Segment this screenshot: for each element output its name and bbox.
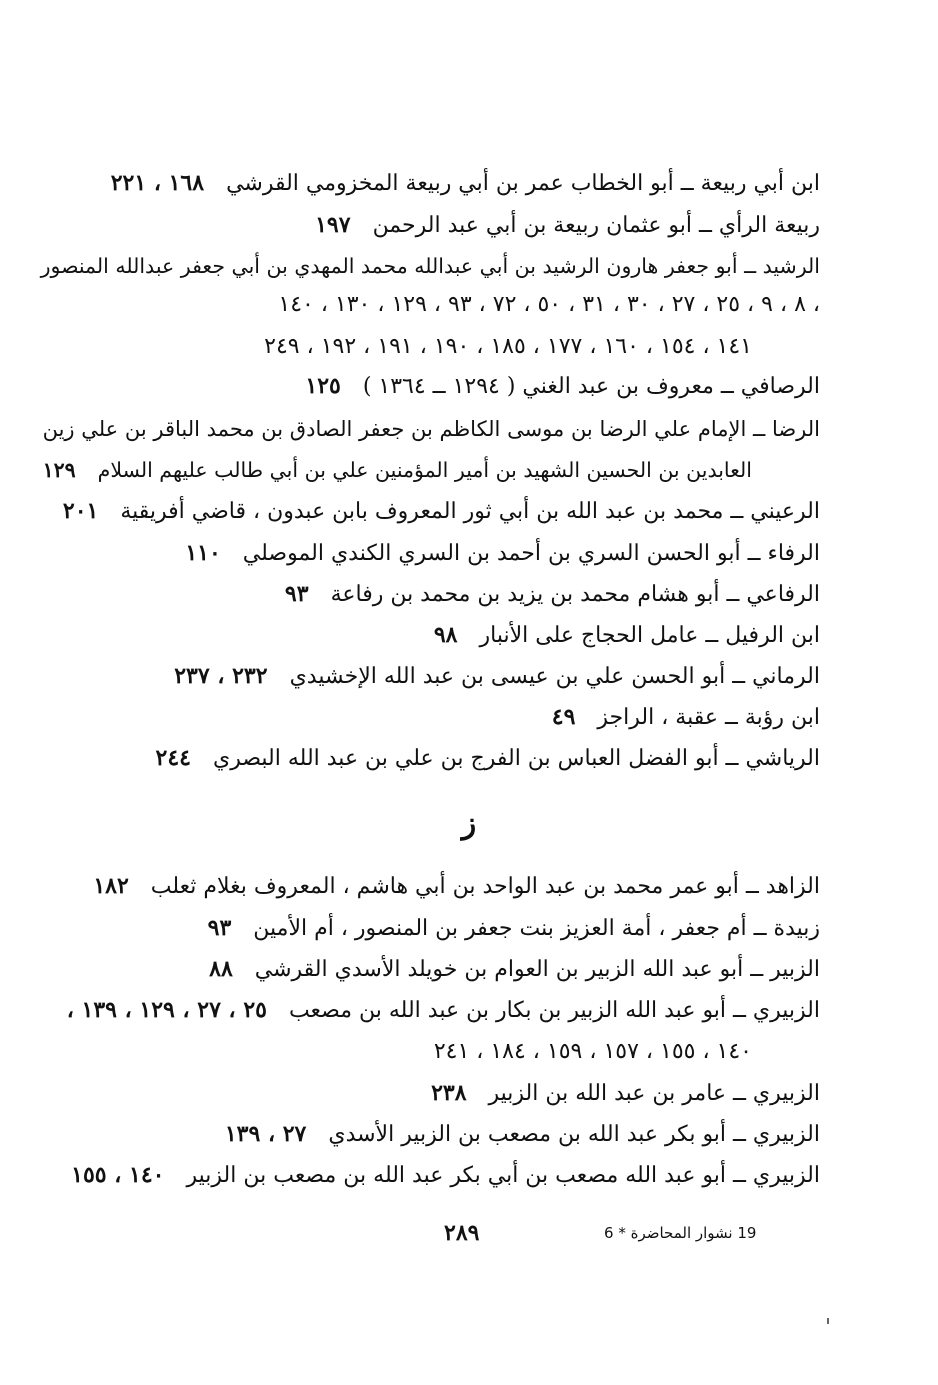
- entry-name: ابن رؤبة ــ عقبة ، الراجز: [597, 705, 820, 730]
- entry-pages: ٨٨: [209, 956, 233, 982]
- index-entry: [63, 496, 820, 527]
- entry-pages: ٩٣: [207, 915, 232, 941]
- entry-name: الزبير ــ أبو عبد الله الزبير بن العوام بن خويلد الأسدي القرشي: [254, 957, 820, 982]
- entry-name: الرياشي ــ أبو الفضل العباس بن الفرج بن علي بن عبد الله البصري: [212, 746, 820, 771]
- index-entry: [67, 995, 820, 1026]
- index-entry: [174, 661, 820, 692]
- entry-name: ابن الرفيل ــ عامل الحجاج على الأنبار: [479, 623, 820, 648]
- entry-name: الرضا ــ الإمام علي الرضا بن موسى الكاظم بن جعفر الصادق بن محمد الباقر بن علي زين: [42, 417, 820, 441]
- index-entry: [208, 913, 820, 944]
- entry-name: العابدين بن الحسين الشهيد بن أمير المؤمنين علي بن أبي طالب عليهم السلام: [97, 458, 752, 482]
- index-entry: [93, 871, 820, 902]
- entry-name: ابن أبي ربيعة ــ أبو الخطاب عمر بن أبي ربيعة المخزومي القرشي: [226, 171, 820, 196]
- entry-pages-continued: ١٤٠ ، ١٥٥ ، ١٥٧ ، ١٥٩ ، ١٨٤ ، ٢٤١: [433, 1039, 752, 1064]
- entry-name: ربيعة الرأي ــ أبو عثمان ربيعة بن أبي عبد الرحمن: [372, 213, 820, 238]
- index-entry-continuation: [43, 455, 752, 485]
- entry-name: الزبيري ــ أبو بكر عبد الله بن مصعب بن الزبير الأسدي: [328, 1122, 820, 1147]
- index-entry: [285, 579, 820, 610]
- entry-pages: ٩٨: [433, 622, 458, 648]
- index-entry: [185, 538, 820, 569]
- index-entry: [552, 702, 820, 733]
- entry-pages: ٢٣٨: [431, 1080, 467, 1106]
- entry-name: الرشيد ــ أبو جعفر هارون الرشيد بن أبي عبدالله محمد المهدي بن أبي جعفر عبدالله المنصور: [40, 254, 820, 278]
- index-entry: [431, 1078, 820, 1109]
- page-number: ٢٨٩: [444, 1220, 480, 1246]
- entry-pages: ١٢٥: [305, 373, 341, 399]
- index-entry: [315, 210, 820, 241]
- entry-pages: ١٢٩: [42, 458, 76, 482]
- entry-name: الزاهد ــ أبو عمر محمد بن عبد الواحد بن أبي هاشم ، المعروف بغلام ثعلب: [150, 874, 820, 899]
- entry-pages: ١٦٨ ، ٢٢١: [110, 170, 205, 196]
- entry-name: الزبيري ــ أبو عبد الله مصعب بن أبي بكر عبد الله بن مصعب بن الزبير: [186, 1163, 820, 1188]
- entry-pages: ١٨٢: [93, 873, 129, 899]
- printer-signature: 19 نشوار المحاضرة * 6: [604, 1224, 757, 1242]
- index-entry-continuation: [264, 331, 752, 362]
- entry-name: الرماني ــ أبو الحسن علي بن عيسى بن عبد الله الإخشيدي: [289, 664, 820, 689]
- page-footer: [0, 1220, 938, 1252]
- entry-name: الرعيني ــ محمد بن عبد الله بن أبي ثور المعروف بابن عبدون ، قاضي أفريقية: [120, 499, 820, 524]
- entry-name: الرفاء ــ أبو الحسن السري بن أحمد بن السري الكندي الموصلي: [242, 541, 820, 566]
- entry-pages: ٢٠١: [62, 498, 99, 524]
- entry-pages: ١٤٠ ، ١٥٥: [71, 1162, 165, 1188]
- index-entry: [156, 743, 820, 774]
- index-entry: [305, 371, 820, 402]
- index-entry: [41, 251, 820, 281]
- scan-speck: [827, 1318, 829, 1324]
- entry-pages: ٢٥ ، ٢٧ ، ١٢٩ ، ١٣٩ ،: [66, 997, 267, 1023]
- index-entry: [111, 168, 820, 199]
- entry-name: الزبيري ــ عامر بن عبد الله بن الزبير: [488, 1081, 820, 1106]
- index-entry: [71, 1160, 820, 1191]
- index-entry-continuation: [434, 1036, 752, 1067]
- index-entry: [225, 1119, 820, 1150]
- entry-pages: ٢٣٢ ، ٢٣٧: [174, 663, 268, 689]
- index-entry: [43, 414, 820, 444]
- entry-pages: ٢٤٤: [155, 745, 191, 771]
- entry-name: زبيدة ــ أم جعفر ، أمة العزيز بنت جعفر بن المنصور ، أم الأمين: [253, 916, 820, 941]
- index-entry-continuation: [278, 289, 820, 320]
- entry-pages: ٢٧ ، ١٣٩: [224, 1121, 307, 1147]
- entry-pages: ١١٠: [185, 540, 221, 566]
- entry-name: الرفاعي ــ أبو هشام محمد بن يزيد بن محمد بن رفاعة: [330, 582, 820, 607]
- entry-pages-continued: ٨ ، ٩ ، ٢٥ ، ٢٧ ، ٣٠ ، ٣١ ، ٥٠ ، ٧٢ ، ٩٣ ، ١٢٩ ، ١٣٠ ، ١٤٠ ،: [278, 292, 820, 317]
- entry-pages: ٩٣: [284, 581, 309, 607]
- entry-name: الرصافي ــ معروف بن عبد الغني ( ١٢٩٤ ــ ١٣٦٤ ): [362, 374, 820, 399]
- entry-name: الزبيري ــ أبو عبد الله الزبير بن بكار بن عبد الله بن مصعب: [288, 998, 820, 1023]
- entry-pages-continued: ١٤١ ، ١٥٤ ، ١٦٠ ، ١٧٧ ، ١٨٥ ، ١٩٠ ، ١٩١ ، ١٩٢ ، ٢٤٩: [264, 334, 752, 359]
- index-entry: [434, 620, 820, 651]
- section-heading-zay: ز: [461, 806, 477, 841]
- index-entry: [209, 954, 820, 985]
- entry-pages: ٤٩: [551, 704, 576, 730]
- entry-pages: ١٩٧: [315, 212, 351, 238]
